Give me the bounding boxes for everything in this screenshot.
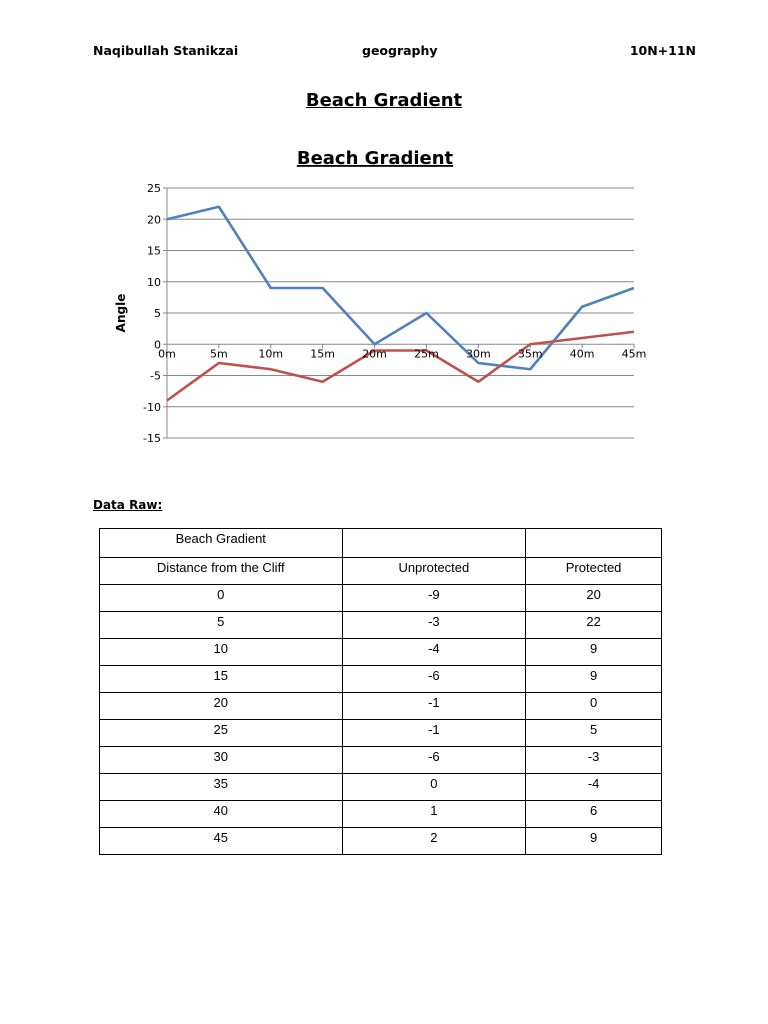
x-tick-label: 45m <box>621 347 647 361</box>
table-cell: 9 <box>526 828 662 855</box>
beach-gradient-chart <box>0 140 768 460</box>
table-cell: 2 <box>342 828 526 855</box>
table-cell: 35 <box>100 774 343 801</box>
table-cell: 9 <box>526 639 662 666</box>
y-tick-label: 25 <box>147 182 161 195</box>
document-title: Beach Gradient <box>305 90 463 111</box>
y-tick-label: 0 <box>154 338 161 352</box>
raw-data-table <box>99 528 662 855</box>
y-tick-label: 15 <box>147 244 161 258</box>
series-line-unprotected <box>167 332 634 401</box>
table-cell: 6 <box>526 801 662 828</box>
y-tick-label: -10 <box>143 400 161 414</box>
table-row <box>100 828 662 855</box>
x-tick-label: 25m <box>414 347 439 361</box>
table-cell: 9 <box>526 666 662 693</box>
table-cell: 20 <box>526 585 662 612</box>
table-cell: -6 <box>342 747 526 774</box>
table-row <box>100 801 662 828</box>
table-cell: -1 <box>342 693 526 720</box>
table-cell: 40 <box>100 801 343 828</box>
table-cell: 10 <box>100 639 343 666</box>
raw-data-label: Data Raw: <box>93 498 163 512</box>
table-title-cell: Beach Gradient <box>100 529 343 558</box>
table-row <box>100 612 662 639</box>
table-cell: -6 <box>342 666 526 693</box>
table-row <box>100 666 662 693</box>
chart-title: Beach Gradient <box>296 148 454 169</box>
table-row <box>100 720 662 747</box>
header-author: Naqibullah Stanikzai <box>93 43 239 58</box>
table-cell: -1 <box>342 720 526 747</box>
header-class: 10N+11N <box>629 43 696 58</box>
table-cell: 0 <box>342 774 526 801</box>
table-row <box>100 693 662 720</box>
table-header-protected: Protected <box>526 558 662 585</box>
table-title-row <box>100 529 662 558</box>
table-cell: 5 <box>526 720 662 747</box>
table-empty-cell <box>526 529 662 558</box>
y-tick-label: 5 <box>154 307 161 320</box>
table-header-distance: Distance from the Cliff <box>100 558 343 585</box>
table-cell: 22 <box>526 612 662 639</box>
table-cell: 5 <box>100 612 343 639</box>
x-tick-label: 5m <box>210 347 228 361</box>
table-cell: 15 <box>100 666 343 693</box>
table-cell: -3 <box>342 612 526 639</box>
table-cell: -4 <box>342 639 526 666</box>
table-row <box>100 639 662 666</box>
table-empty-cell <box>342 529 526 558</box>
table-cell: 0 <box>526 693 662 720</box>
table-cell: -3 <box>526 747 662 774</box>
x-tick-label: 20m <box>362 347 387 361</box>
table-cell: 25 <box>100 720 343 747</box>
table-header-unprotected: Unprotected <box>342 558 526 585</box>
table-header-row <box>100 558 662 585</box>
chart-y-axis-label: Angle <box>114 293 128 333</box>
y-tick-label: -15 <box>143 432 161 445</box>
x-tick-label: 30m <box>465 347 491 361</box>
table-cell: 1 <box>342 801 526 828</box>
table-cell: 0 <box>100 585 343 612</box>
table-row <box>100 585 662 612</box>
x-tick-label: 35m <box>517 347 543 361</box>
table-cell: 45 <box>100 828 343 855</box>
table-cell: -9 <box>342 585 526 612</box>
table-cell: 20 <box>100 693 343 720</box>
x-tick-label: 0m <box>158 347 176 361</box>
y-tick-label: 20 <box>147 213 161 227</box>
series-line-protected <box>167 207 634 370</box>
table-row <box>100 747 662 774</box>
y-tick-label: 10 <box>147 275 161 289</box>
table-cell: 30 <box>100 747 343 774</box>
y-tick-label: -5 <box>150 369 161 383</box>
table-cell: -4 <box>526 774 662 801</box>
x-tick-label: 10m <box>258 347 284 361</box>
x-tick-label: 40m <box>569 347 595 361</box>
x-tick-label: 15m <box>310 347 336 361</box>
table-row <box>100 774 662 801</box>
header-subject: geography <box>362 43 438 58</box>
